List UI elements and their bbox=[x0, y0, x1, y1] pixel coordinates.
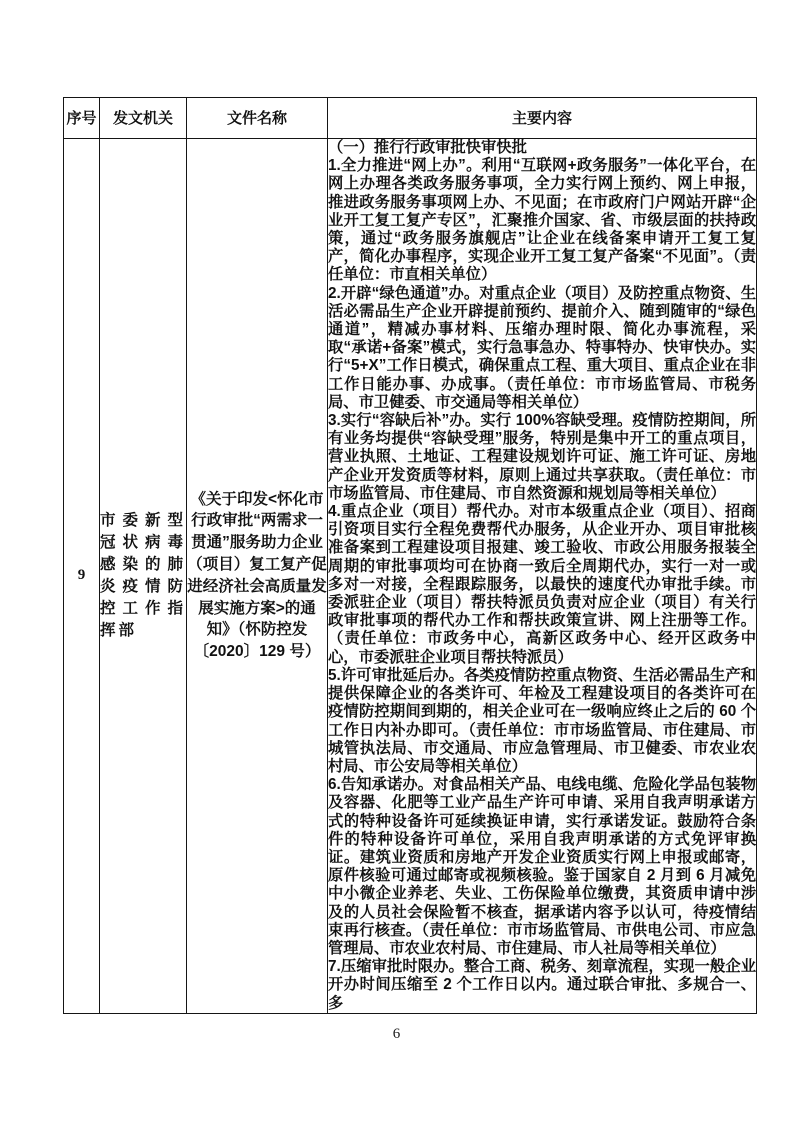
table-header-row bbox=[64, 98, 757, 139]
header-doc-title: 文件名称 bbox=[187, 98, 328, 139]
cell-document-title bbox=[187, 139, 328, 1014]
page-number: 6 bbox=[392, 1026, 401, 1042]
table-row bbox=[64, 139, 757, 1014]
content-section-heading: （一）推行行政审批快审快批 bbox=[328, 139, 527, 156]
content-item-2: 2.开辟“绿色通道”办。对重点企业（项目）及防控重点物资、生活必需品生产企业开辟提前预约、提前介入、随到随审的“绿色通道”，精减办事材料、压缩办理时限、简化办事流程，采取“承诺+备案”模式，实行急事急办、特事特办、快审快办。实行“5+X”工作日模式，确保重点工程、重大项目、重点企业在非工作日能办事、办成事。（责任单位：市市场监管局、市税务局、市卫健委、市交通局等相关单位） bbox=[328, 284, 756, 411]
cell-seq-number: 9 bbox=[64, 139, 100, 1014]
cell-issuing-agency bbox=[100, 139, 187, 1014]
content-item-4: 4.重点企业（项目）帮代办。对市本级重点企业（项目）、招商引资项目实行全程免费帮代办服务，从企业开办、项目审批核准备案到工程建设项目报建、竣工验收、市政公用服务报装全周期的审批事项均可在协商一致后全周期代办，实行一对一或多对一对接，全程跟踪服务，以最快的速度代办审批手续。市委派驻企业（项目）帮扶特派员负责对应企业（项目）有关行政审批事项的帮代办工作和帮扶政策宣讲、网上注册等工作。（责任单位：市政务中心，高新区政务中心、经开区政务中心，市委派驻企业项目帮扶特派员） bbox=[328, 503, 756, 666]
content-item-3: 3.实行“容缺后补”办。实行 100%容缺受理。疫情防控期间，所有业务均提供“容缺受理”服务，特别是集中开工的重点项目，营业执照、土地证、工程建设规划许可证、施工许可证、房地产企业开发资质等材料，原则上通过共享获取。（责任单位：市市场监管局、市住建局、市自然资源和规划局等相关单位） bbox=[328, 412, 756, 502]
content-item-1: 1.全力推进“网上办”。利用“互联网+政务服务”一体化平台，在网上办理各类政务服务事项，全力实行网上预约、网上申报，推进政务服务事项网上办、不见面；在市政府门户网站开辟“企业开工复工复产专区”，汇聚推介国家、省、市级层面的扶持政策，通过“政务服务旗舰店”让企业在线备案申请开工复工复产，简化办事程序，实现企业开工复工复产备案“不见面”。（责任单位：市直相关单位） bbox=[328, 157, 756, 284]
header-main-content: 主要内容 bbox=[328, 98, 757, 139]
document-title-text: 《关于印发<怀化市行政审批“两需求一贯通”服务助力企业（项目）复工复产促进经济社会高质量发展实施方案>的通知》（怀防控发〔2020〕129 号） bbox=[187, 490, 327, 661]
cell-main-content bbox=[328, 139, 757, 1014]
content-item-7: 7.压缩审批时限办。整合工商、税务、刻章流程，实现一般企业开办时间压缩至 2 个工作日以内。通过联合审批、多规合一、多 bbox=[328, 958, 756, 1012]
policy-table bbox=[63, 97, 757, 1014]
header-agency: 发文机关 bbox=[100, 98, 187, 139]
header-seq: 序号 bbox=[64, 98, 100, 139]
issuing-agency-text: 市委新型冠状病毒感染的肺炎疫情防控工作指挥部 bbox=[100, 511, 186, 639]
content-item-5: 5.许可审批延后办。各类疫情防控重点物资、生活必需品生产和提供保障企业的各类许可、年检及工程建设项目的各类许可在疫情防控期间到期的，相关企业可在一级响应终止之后的 60 个工作日内补办即可。（责任单位：市市场监管局、市住建局、市城管执法局、市交通局、市应急管理局、市卫健委、市农业农村局、市公安局等相关单位） bbox=[328, 666, 756, 775]
content-item-6: 6.告知承诺办。对食品相关产品、电线电缆、危险化学品包装物及容器、化肥等工业产品生产许可申请、采用自我声明承诺方式的特种设备许可延续换证申请，实行承诺发证。鼓励符合条件的特种设备许可单位，采用自我声明承诺的方式免评审换证。建筑业资质和房地产开发企业资质实行网上申报或邮寄，原件核验可通过邮寄或视频核验。鉴于国家自 2 月到 6 月减免中小微企业养老、失业、工伤保险单位缴费，其资质申请中涉及的人员社会保险暂不核查，据承诺内容予以认可，待疫情结束再行核查。（责任单位：市市场监管局、市供电公司、市应急管理局、市农业农村局、市住建局、市人社局等相关单位） bbox=[328, 776, 756, 957]
